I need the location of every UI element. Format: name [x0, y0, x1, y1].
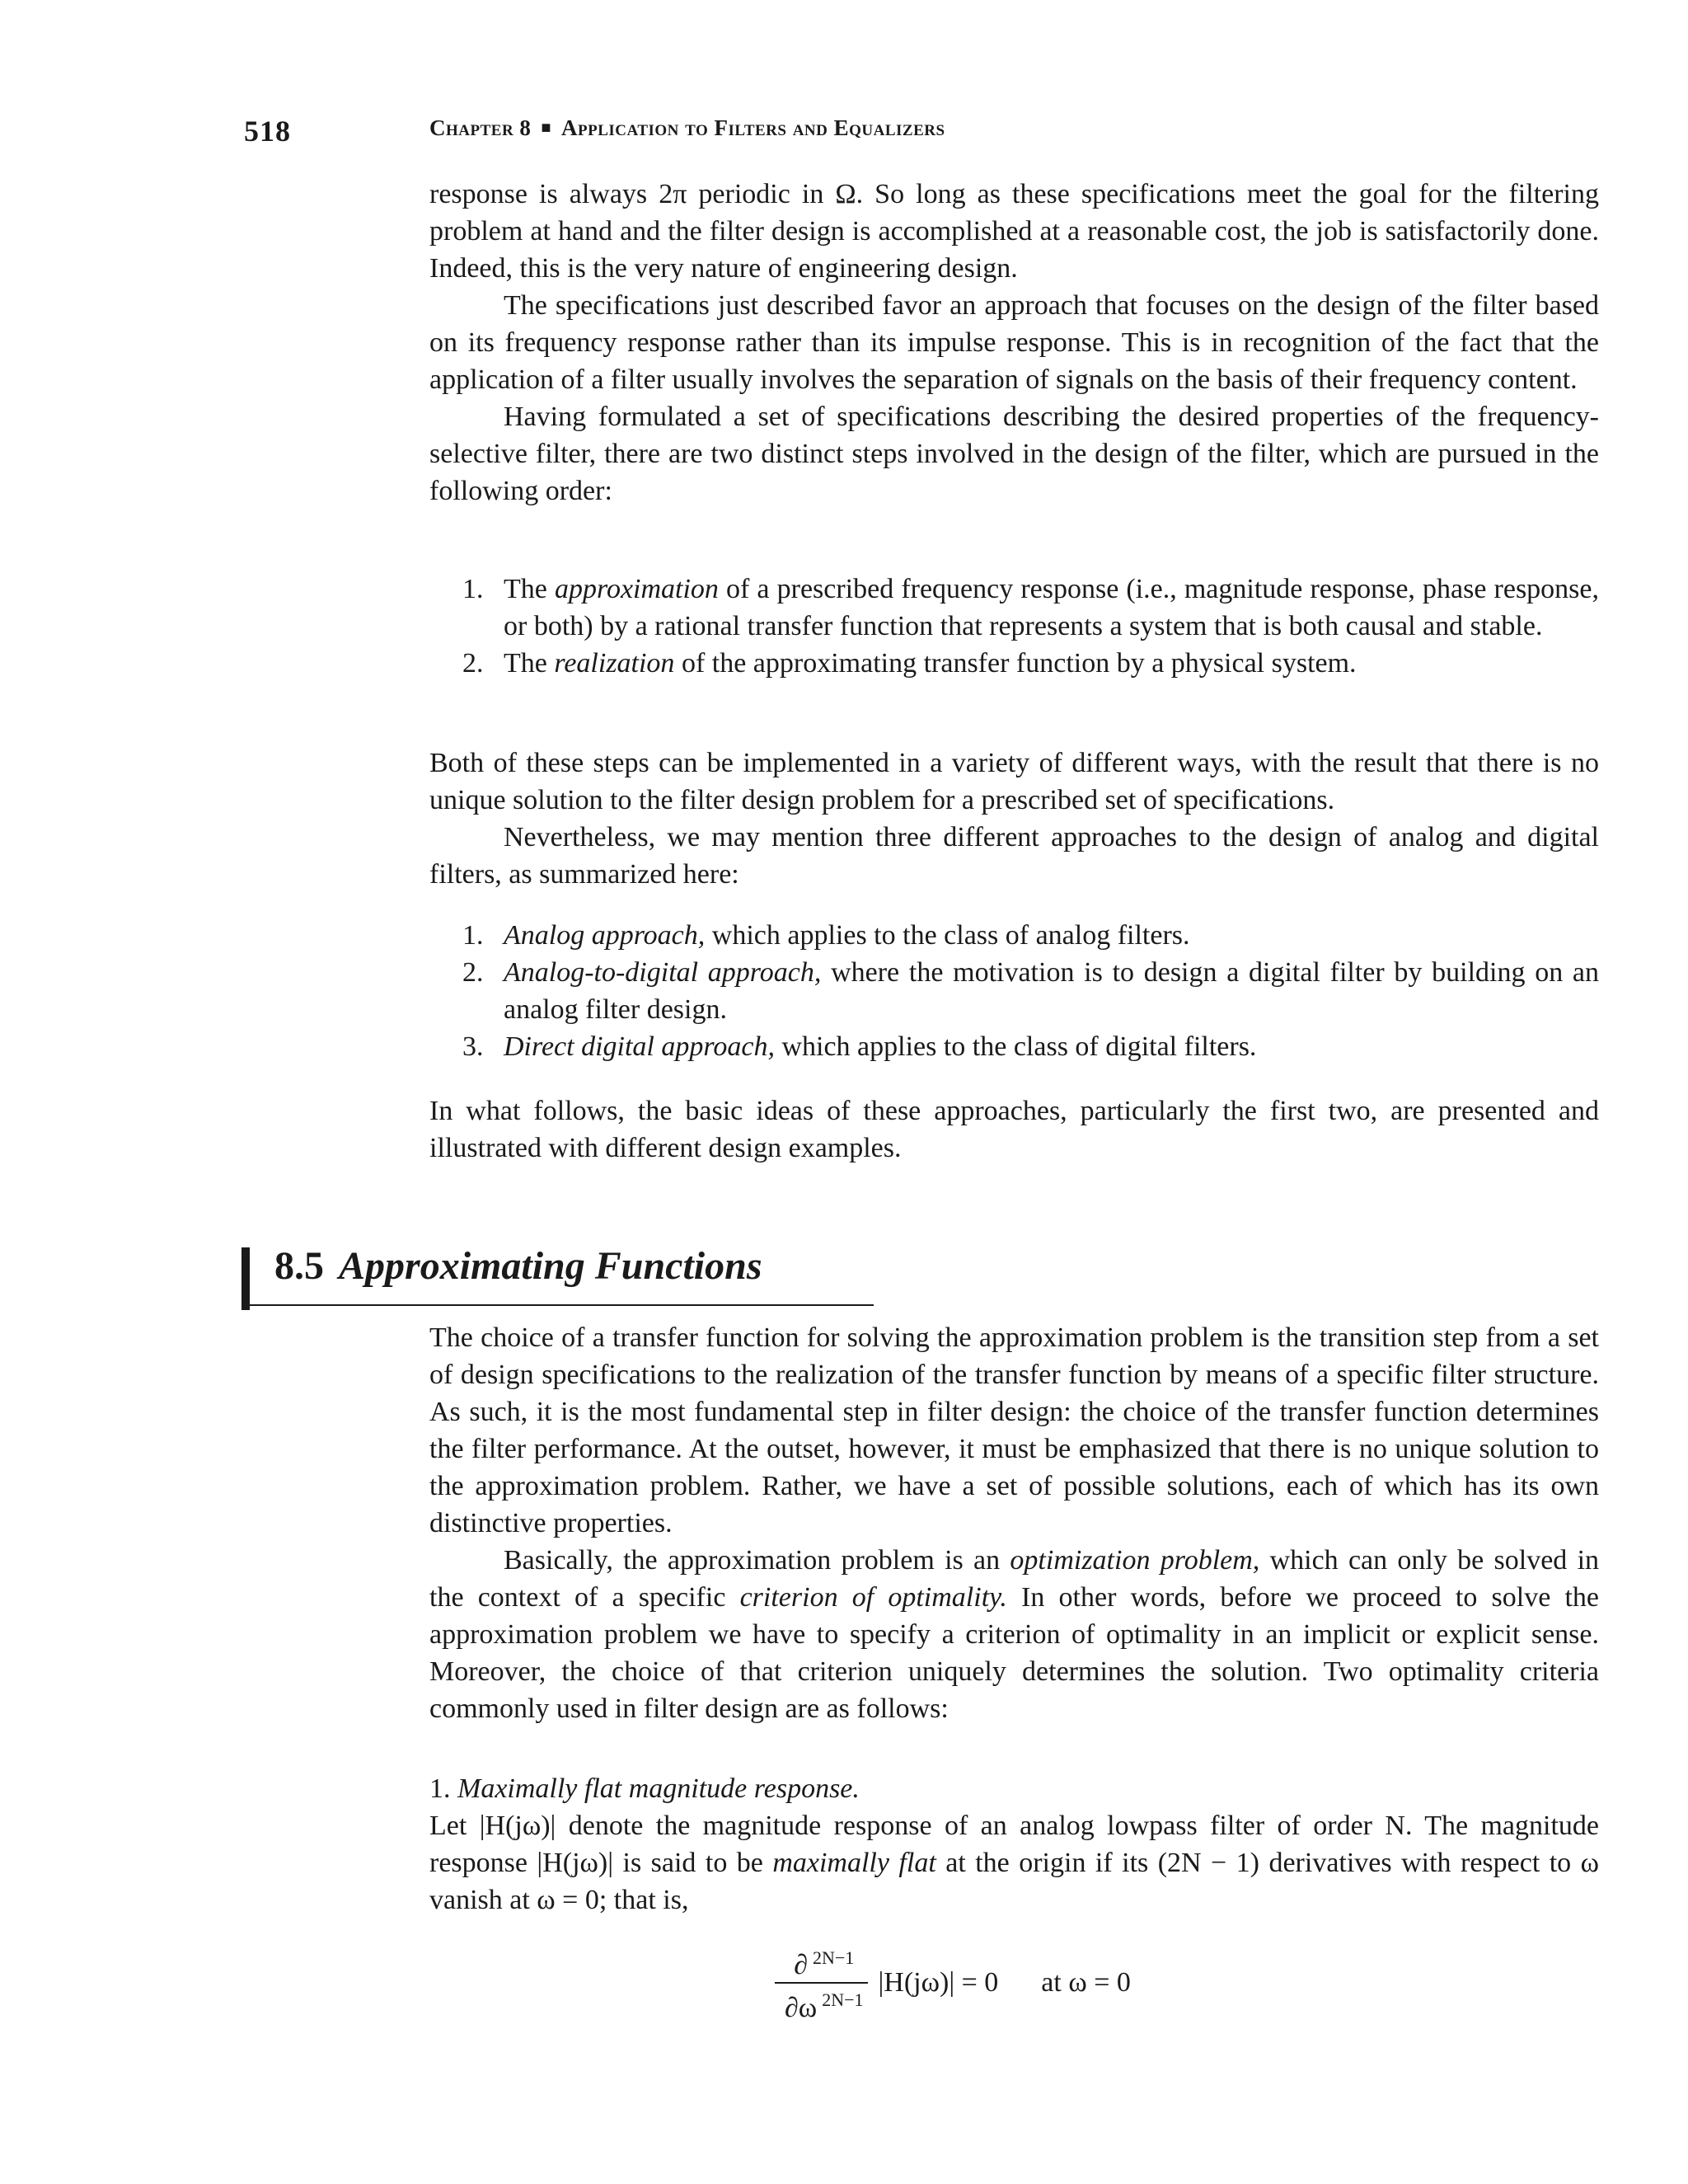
list-emphasis: realization: [554, 648, 675, 679]
text-run: Basically, the approximation problem is an: [504, 1545, 1010, 1576]
denominator-exponent: 2N−1: [822, 1989, 864, 2011]
paragraph: [429, 1542, 1599, 1727]
design-steps-list: [429, 571, 1599, 682]
list-number: 1.: [462, 920, 484, 951]
criterion-block: [429, 1770, 1599, 1919]
list-number: 1.: [462, 574, 484, 604]
list-emphasis: Analog-to-digital approach,: [504, 957, 822, 988]
section-heading: [274, 1243, 762, 1289]
emphasis: optimization problem,: [1010, 1545, 1260, 1576]
list-number: 2.: [462, 957, 484, 988]
paragraph: [429, 1807, 1599, 1919]
text-run: at the origin if its (2N − 1) derivatives with respect to ω vanish at ω = 0; that is,: [429, 1848, 1600, 1915]
section-title: Approximating Functions: [339, 1244, 762, 1288]
equation-condition: at ω = 0: [1041, 1967, 1131, 1998]
page-number: 518: [244, 115, 291, 148]
emphasis: maximally flat: [772, 1848, 936, 1878]
list-number: 2.: [462, 648, 484, 679]
list-item: [429, 645, 1599, 682]
middle-text-block: [429, 744, 1599, 893]
emphasis: criterion of optimality.: [739, 1582, 1007, 1613]
paragraph: Having formulated a set of specifications describing the desired properties of the frequency-selective filter, there are two distinct steps involved in the design of the filter, which are pursued in the following order:: [429, 402, 1599, 506]
list-emphasis: Analog approach,: [504, 920, 706, 951]
list-emphasis: approximation: [554, 574, 719, 604]
criterion-number: 1.: [429, 1773, 451, 1804]
paragraph: Both of these steps can be implemented in a variety of different ways, with the result that there is no unique solution to the filter design problem for a prescribed set of specifications.: [429, 748, 1599, 815]
list-text: of a prescribed frequency response (i.e., magnitude response, phase response, or both) by a rational transfer function that represents a system that is both causal and stable.: [504, 574, 1600, 641]
list-text: where the motivation is to design a digital filter by building on an analog filter design.: [504, 957, 1599, 1025]
list-number: 3.: [462, 1031, 484, 1062]
numerator-exponent: 2N−1: [813, 1947, 855, 1968]
running-head: [429, 115, 945, 141]
list-text: of the approximating transfer function by a physical system.: [674, 648, 1357, 679]
fraction-denominator: [775, 1984, 868, 2024]
derivative-fraction: [775, 1942, 868, 2025]
paragraph: The specifications just described favor an approach that focuses on the design of the filter based on its frequency response rather than its impulse response. This is in recognition of the fact that the application of a filter usually involves the separation of signals on the basis of their frequency content.: [429, 290, 1599, 395]
text-run: In other words, before we proceed to solve the approximation problem we have to specify a criterion of optimality in an implicit or explicit sense. Moreover, the choice of that criterion uniquely determines the solution. Two optimality criteria commonly used in filter design are as follows:: [429, 1582, 1600, 1724]
paragraph: In what follows, the basic ideas of these approaches, particularly the first two, are presented and illustrated with different design examples.: [429, 1096, 1599, 1163]
partial-symbol: ∂: [794, 1950, 808, 1981]
running-header: [0, 114, 1688, 155]
section-marker-bar: [241, 1247, 250, 1310]
separator-square-icon: ■: [541, 119, 552, 137]
approaches-list: [429, 917, 1599, 1065]
text-run: which can only be solved in the context of a specific: [429, 1545, 1600, 1613]
list-text: which applies to the class of analog filters.: [705, 920, 1190, 951]
list-text: The: [504, 574, 555, 604]
list-item: [429, 954, 1599, 1028]
top-text-block: [429, 176, 1599, 510]
list-text: The: [504, 648, 555, 679]
chapter-label: Chapter 8: [429, 115, 532, 140]
display-equation: [775, 1942, 1131, 2025]
criterion-heading: [429, 1770, 1599, 1807]
paragraph: Nevertheless, we may mention three different approaches to the design of analog and digital filters, as summarized here:: [429, 822, 1599, 890]
list-item: [429, 917, 1599, 954]
list-text: which applies to the class of digital filters.: [774, 1031, 1257, 1062]
criterion-title: Maximally flat magnitude response.: [457, 1773, 860, 1804]
closing-text-block: [429, 1092, 1599, 1167]
list-item: [429, 1028, 1599, 1065]
paragraph: response is always 2π periodic in Ω. So long as these specifications meet the goal for the filtering problem at hand and the filter design is accomplished at a reasonable cost, the job is satisfactorily done. Indeed, this is the very nature of engineering design.: [429, 179, 1599, 284]
text-run: Let |H(jω)| denote the magnitude response of an analog lowpass filter of order N. The magnitude response |H(jω)| is said to be: [429, 1811, 1599, 1878]
equation-body: |H(jω)| = 0: [878, 1967, 999, 1998]
paragraph: The choice of a transfer function for solving the approximation problem is the transition step from a set of design specifications to the realization of the transfer function by means of a specific filter structure. As such, it is the most fundamental step in filter design: the choice of the transfer function determines the filter performance. At the outset, however, it must be emphasized that there is no unique solution to the approximation problem. Rather, we have a set of possible solutions, each of which has its own distinctive properties.: [429, 1322, 1599, 1538]
partial-omega: ∂ω: [785, 1992, 818, 2023]
chapter-title: Application to Filters and Equalizers: [561, 115, 945, 140]
section-text-block: [429, 1319, 1599, 1727]
list-item: [429, 571, 1599, 645]
section-underline: [247, 1304, 874, 1306]
list-emphasis: Direct digital approach,: [504, 1031, 775, 1062]
section-number: 8.5: [274, 1244, 324, 1288]
fraction-numerator: [775, 1942, 868, 1984]
